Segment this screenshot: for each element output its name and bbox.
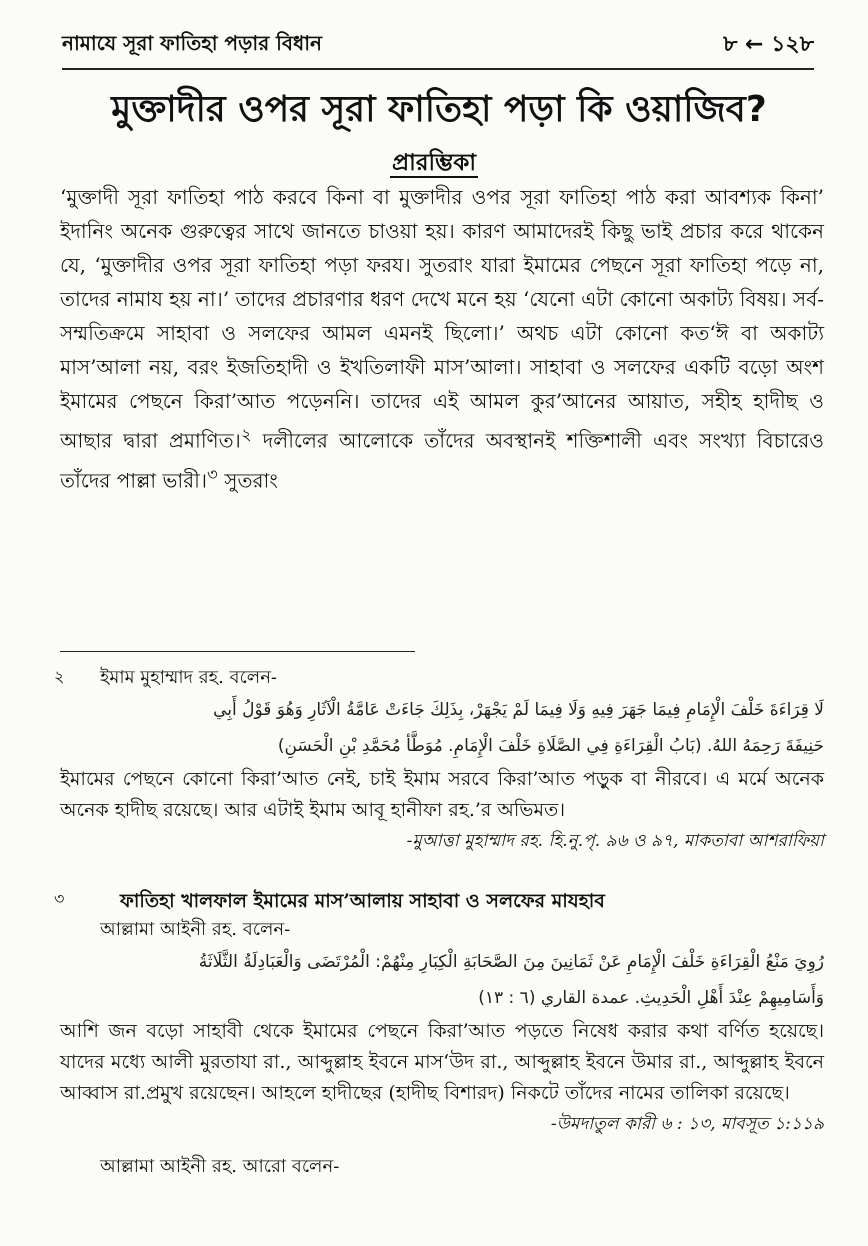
page-number: ৮ ← ১২৮: [723, 32, 814, 57]
arabic-quote-line: لَا قِرَاءَةَ خَلْفَ الْإِمَامِ فِيمَا جَهَرَ فِيهِ وَلَا فِيمَا لَمْ يَجْهَرْ، بِذَلِكَ جَاءَتْ عَامَّةُ الْآثَارِ وَهُوَ قَوْلُ أَبِي: [213, 700, 824, 720]
footnote-heading: ফাতিহা খালফাল ইমামের মাস’আলায় সাহাবা ও সলফের মাযহাব: [120, 890, 605, 912]
body-text-1: ‘মুক্তাদী সূরা ফাতিহা পাঠ করবে কিনা বা মুক্তাদীর ওপর সূরা ফাতিহা পাঠ করা আবশ্যক কিনা’ ইদানিং অনেক গুরুত্বের সাথে জানতে চাওয়া হয়। কারণ আমাদেরই কিছু ভাই প্রচার করে থাকেন যে, ‘মুক্তাদীর ওপর সূরা ফাতিহা পড়া ফরয। সুতরাং যারা ইমামের পেছনে সূরা ফাতিহা পড়ে না, তাদের নামায হয় না।’ তাদের প্রচারণার ধরণ দেখে মনে হয় ‘যেনো এটা কোনো অকাট্য বিষয়। সর্ব-সম্মতিক্রমে সাহাবা ও সলফের আমল এমনই ছিলো।’ অথচ এটা কোনো কত‘ঈ বা অকাট্য মাস’আলা নয়, বরং ইজতিহাদী ও ইখতিলাফী মাস’আলা। সাহাবা ও সলফের একটি বড়ো অংশ ইমামের পেছনে কিরা’আত পড়েননি। তাদের এই আমল কুর’আনের আয়াত, সহীহ হাদীছ ও আছার দ্বারা প্রমাণিত।: [60, 185, 824, 453]
footnote-number: ৩: [54, 889, 65, 908]
footnote-ref-3[interactable]: ৩: [207, 464, 218, 484]
section-subtitle: [0, 144, 868, 183]
main-body: [60, 180, 824, 497]
arabic-quote-line: وَأَسَامِيهِمْ عِنْدَ أَهْلِ الْحَدِيثِ. عمدة القاري (٦ : ١٣): [478, 988, 824, 1008]
footnote-intro: আল্লামা আইনী রহ. বলেন-: [100, 919, 291, 940]
footnote-source: -মুআত্তা মুহাম্মাদ রহ. হি.নু.পৃ. ৯৬ ও ৯৭, মাকতাবা আশরাফিয়া: [406, 831, 824, 851]
footnote-2: [54, 664, 824, 856]
body-paragraph: [60, 180, 824, 497]
footnote-ref-2[interactable]: ২: [240, 425, 252, 444]
arabic-quote-line: رُوِيَ مَنْعُ الْقِرَاءَةِ خَلْفَ الْإِمَامِ عَنْ ثَمَانِينَ مِنَ الصَّحَابَةِ الْكِبَارِ مِنْهُمْ: الْمُرْتَضَى وَالْعَبَادِلَةُ الثَّلَاثَةُ: [198, 952, 824, 972]
running-header: [62, 28, 814, 70]
footnote-3: [54, 886, 824, 1181]
body-text-2: দলীলের আলোকে তাঁদের অবস্থানই শক্তিশালী এবং সংখ্যা বিচারেও তাঁদের পাল্লা ভারী।: [60, 428, 824, 493]
footnote-continuation: আল্লামা আইনী রহ. আরো বলেন-: [100, 1156, 340, 1177]
footnote-translation: ইমামের পেছনে কোনো কিরা’আত নেই, চাই ইমাম সরবে কিরা’আত পড়ুক বা নীরবে। এ মর্মে অনেক অনেক হাদীছ রয়েছে। আর এটাই ইমাম আবূ হানীফা রহ.’র অভিমত।: [60, 768, 824, 821]
footnote-number: ২: [54, 667, 65, 686]
chapter-title: মুক্তাদীর ওপর সূরা ফাতিহা পড়া কি ওয়াজিব?: [111, 89, 767, 130]
arabic-quote-line: حَنِيفَةَ رَحِمَهُ اللهُ. (بَابُ الْقِرَاءَةِ فِي الصَّلَاةِ خَلْفَ الْإِمَامِ. مُوَطَّأ مُحَمَّدِ بْنِ الْحَسَنِ): [277, 736, 824, 756]
footnote-intro: ইমাম মুহাম্মাদ রহ. বলেন-: [100, 667, 278, 688]
section-subtitle-text: প্রারম্ভিকা: [391, 150, 476, 176]
footnote-translation: আশি জন বড়ো সাহাবী থেকে ইমামের পেছনে কিরা’আত পড়তে নিষেধ করার কথা বর্ণিত হয়েছে। যাদের মধ্যে আলী মুরতাযা রা., আব্দুল্লাহ ইবনে মাস‘উদ রা., আব্দুল্লাহ ইবনে উমার রা., আব্দুল্লাহ ইবনে আব্বাস রা.প্রমুখ রয়েছেন। আহলে হাদীছের (হাদীছ বিশারদ) নিকটে তাঁদের নামের তালিকা রয়েছে।: [60, 1020, 824, 1104]
header-title: নামাযে সূরা ফাতিহা পড়ার বিধান: [62, 31, 322, 55]
footnote-source: -উমদাতুল কারী ৬ : ১৩, মাবসূত ১:১১৯: [550, 1114, 824, 1134]
body-text-3: সুতরাং: [217, 468, 278, 493]
footnote-separator: [60, 651, 415, 652]
